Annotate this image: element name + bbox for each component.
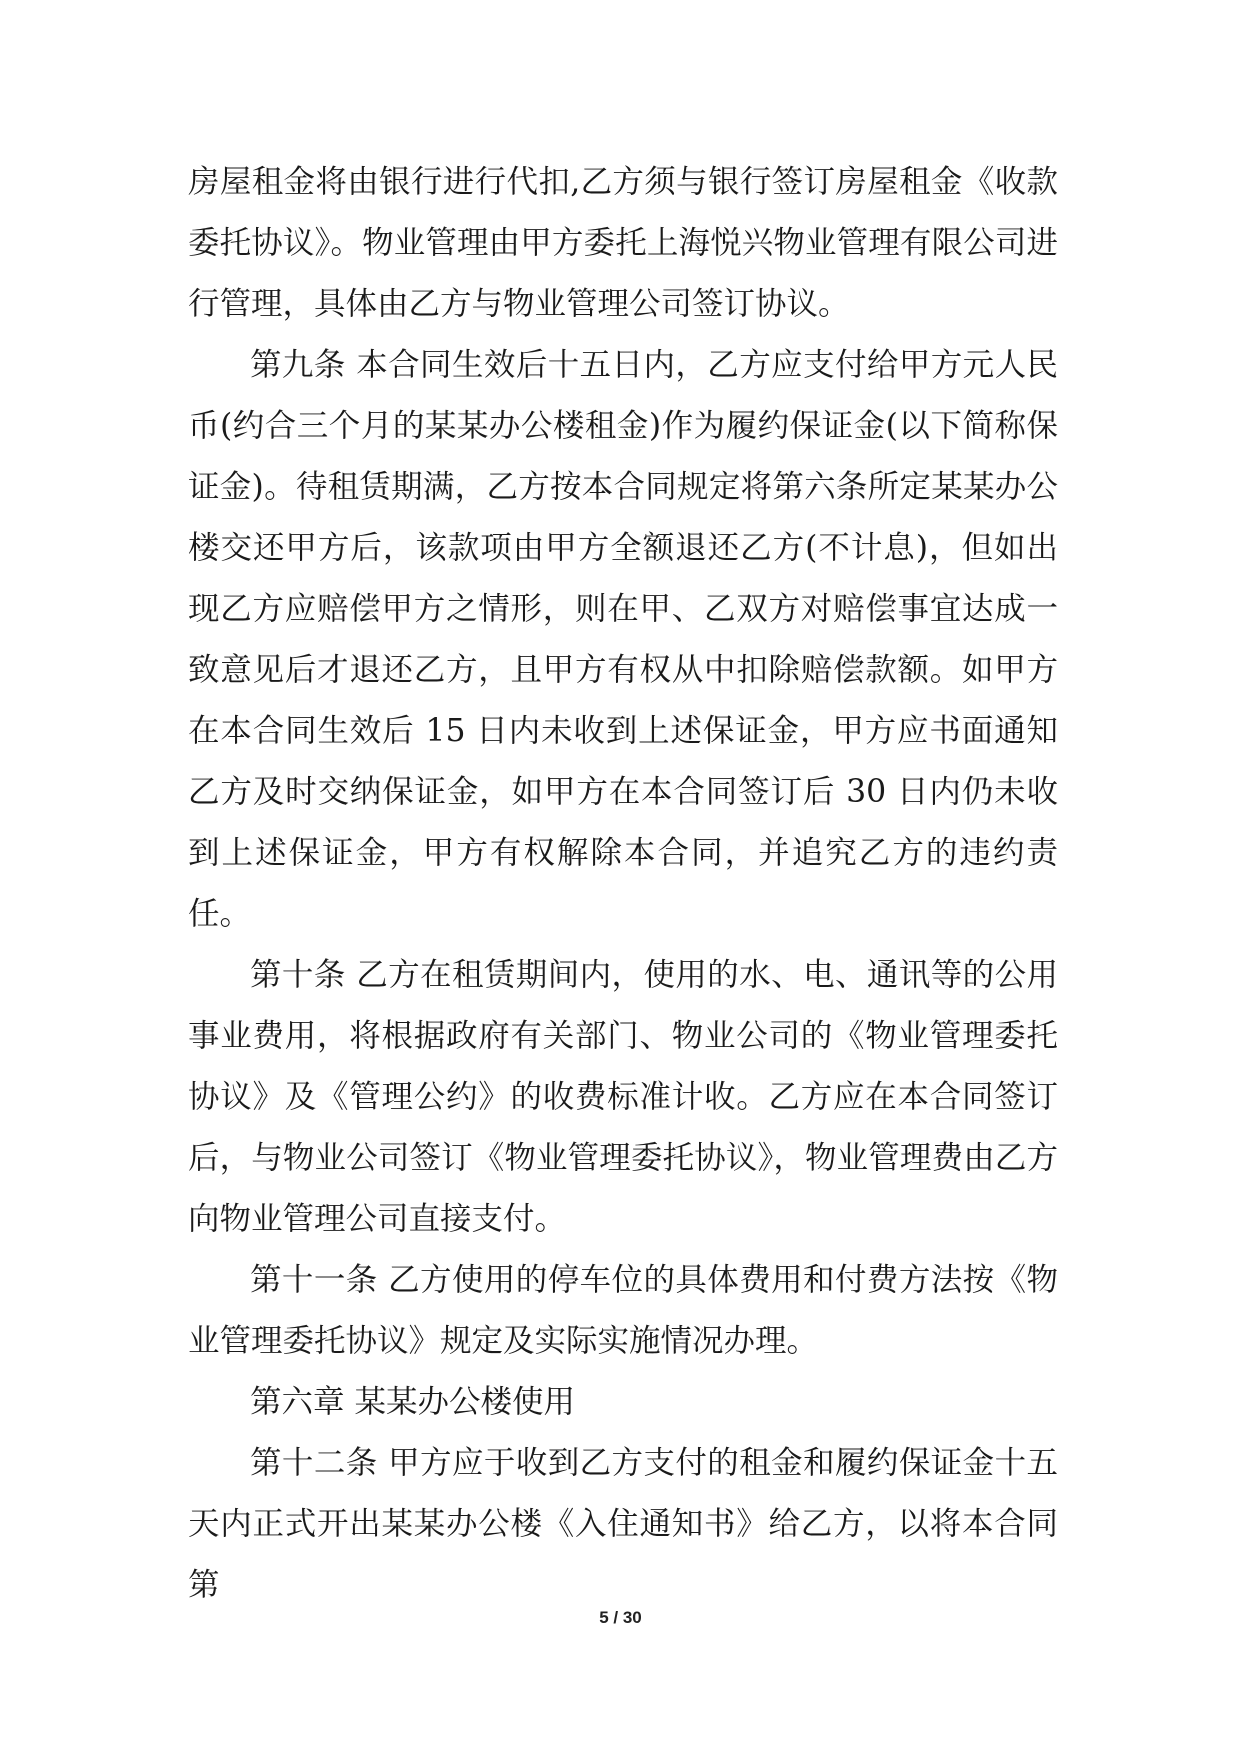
paragraph-article-10: 第十条 乙方在租赁期间内，使用的水、电、通讯等的公用事业费用，将根据政府有关部门、物业公司的《物业管理委托协议》及《管理公约》的收费标准计收。乙方应在本合同签订后，与物业公司签订《物业管理委托协议》，物业管理费由乙方向物业管理公司直接支付。: [188, 957, 1058, 1237]
paragraph-article-12: 第十二条 甲方应于收到乙方支付的租金和履约保证金十五天内正式开出某某办公楼《入住通知书》给乙方，以将本合同第: [188, 1445, 1058, 1603]
chapter-6-heading: 第六章 某某办公楼使用: [250, 1384, 576, 1420]
page-number: 5 / 30: [599, 1608, 642, 1627]
document-body: [188, 152, 1058, 1616]
paragraph-article-9: 第九条 本合同生效后十五日内，乙方应支付给甲方元人民币(约合三个月的某某办公楼租金)作为履约保证金(以下简称保证金)。待租赁期满，乙方按本合同规定将第六条所定某某办公楼交还甲方后，该款项由甲方全额退还乙方(不计息)，但如出现乙方应赔偿甲方之情形，则在甲、乙双方对赔偿事宜达成一致意见后才退还乙方，且甲方有权从中扣除赔偿款额。如甲方在本合同生效后 15 日内未收到上述保证金，甲方应书面通知乙方及时交纳保证金，如甲方在本合同签订后 30 日内仍未收到上述保证金，甲方有权解除本合同，并追究乙方的违约责任。: [188, 347, 1058, 932]
paragraph-rent-payment: 房屋租金将由银行进行代扣,乙方须与银行签订房屋租金《收款委托协议》。物业管理由甲方委托上海悦兴物业管理有限公司进行管理，具体由乙方与物业管理公司签订协议。: [188, 164, 1058, 322]
paragraph-article-11: 第十一条 乙方使用的停车位的具体费用和付费方法按《物业管理委托协议》规定及实际实施情况办理。: [188, 1262, 1058, 1359]
